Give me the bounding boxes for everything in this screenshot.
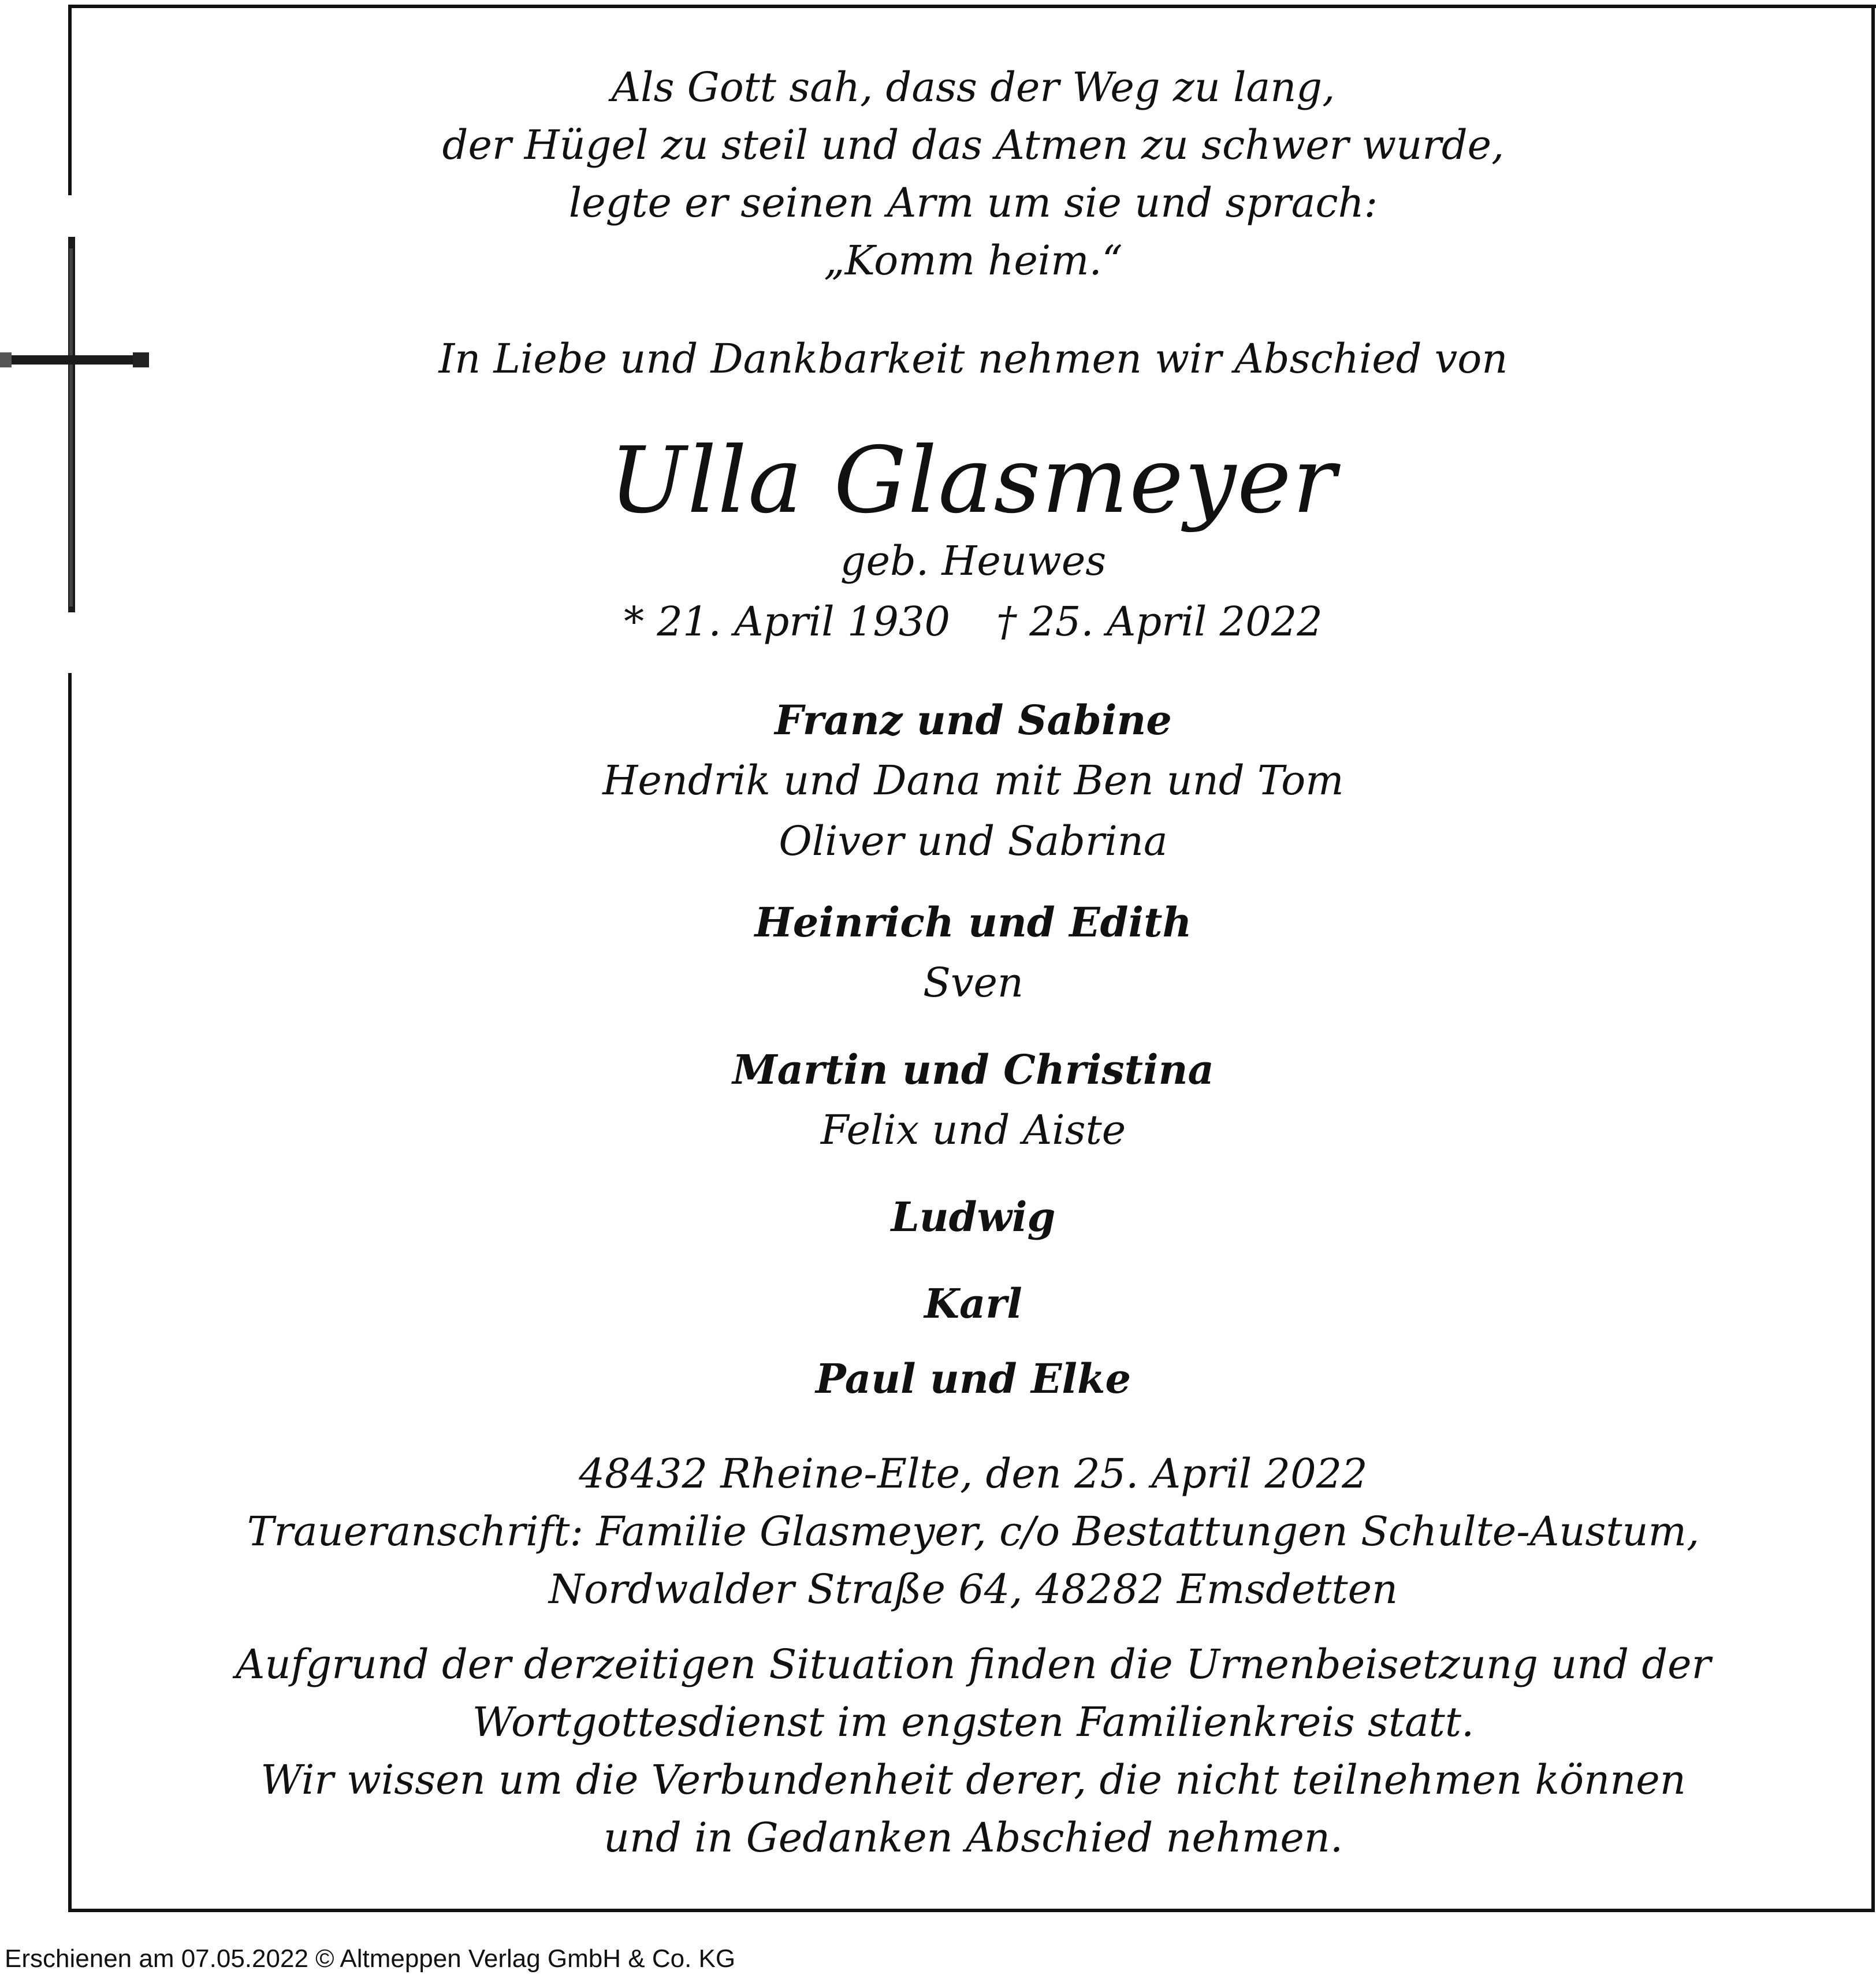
family-heading: Paul und Elke [815, 1355, 1131, 1403]
family-member: Sven [922, 959, 1023, 1006]
family-heading: Heinrich und Edith [754, 898, 1192, 946]
frame-left-border-lower [68, 673, 72, 1912]
deceased-name: Ulla Glasmeyer [609, 427, 1338, 534]
frame-top-border [68, 5, 1876, 8]
notice-line-1: Aufgrund der derzeitigen Situation finden die Urnenbeisetzung und der [235, 1641, 1711, 1688]
family-member: Oliver und Sabrina [779, 817, 1168, 865]
death-date: † 25. April 2022 [996, 598, 1323, 645]
verse-line-1: Als Gott sah, dass der Weg zu lang, [611, 64, 1335, 111]
notice-line-2: Wortgottesdienst im engsten Familienkreis statt. [472, 1698, 1475, 1746]
family-heading: Martin und Christina [732, 1046, 1214, 1094]
verse-line-2: der Hügel zu steil und das Atmen zu schwer wurde, [442, 121, 1505, 169]
verse-line-4: „Komm heim.“ [824, 237, 1123, 284]
frame-right-border [1871, 5, 1875, 1912]
notice-line-3: Wir wissen um die Verbundenheit derer, die nicht teilnehmen können [260, 1756, 1686, 1804]
place-date: 48432 Rheine-Elte, den 25. April 2022 [579, 1450, 1368, 1497]
intro-text: In Liebe und Dankbarkeit nehmen wir Abschied von [438, 335, 1508, 382]
notice-line-4: und in Gedanken Abschied nehmen. [603, 1814, 1343, 1861]
frame-bottom-border [68, 1909, 1875, 1912]
maiden-name: geb. Heuwes [840, 537, 1107, 585]
family-member: Felix und Aiste [820, 1106, 1126, 1154]
family-member: Hendrik und Dana mit Ben und Tom [602, 757, 1344, 804]
birth-date: * 21. April 1930 [624, 598, 950, 645]
life-dates [75, 598, 1871, 645]
family-heading: Franz und Sabine [775, 696, 1172, 744]
family-heading: Ludwig [891, 1193, 1056, 1241]
mourning-address-line-1: Traueranschrift: Familie Glasmeyer, c/o Bestattungen Schulte-Austum, [247, 1508, 1700, 1555]
mourning-address-line-2: Nordwalder Straße 64, 48282 Emsdetten [548, 1566, 1398, 1613]
frame-left-border-upper [68, 5, 72, 195]
verse-line-3: legte er seinen Arm um sie und sprach: [568, 179, 1378, 226]
family-heading: Karl [924, 1280, 1022, 1328]
publication-footer: Erschienen am 07.05.2022 © Altmeppen Verlag GmbH & Co. KG [5, 1944, 736, 1973]
